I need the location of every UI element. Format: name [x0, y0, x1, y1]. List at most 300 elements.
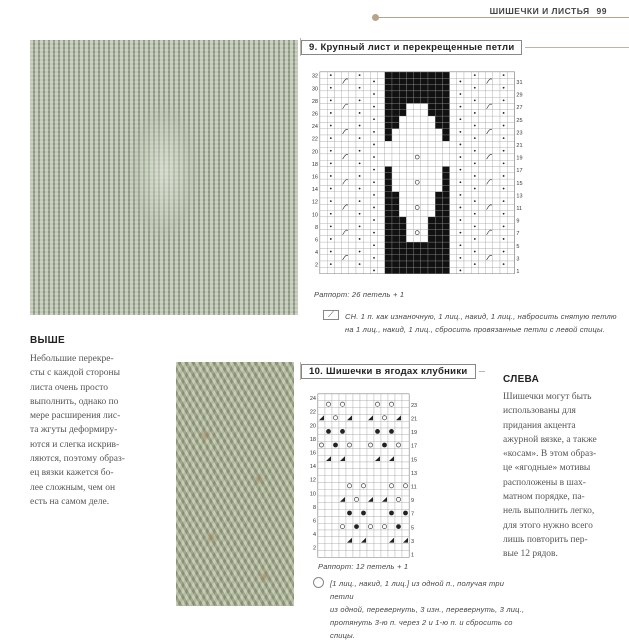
chart-10-cell [325, 442, 332, 449]
chart-9-cell [428, 135, 435, 141]
chart-9-cell [507, 261, 514, 267]
chart-9-cell [406, 167, 413, 173]
chart-9-cell [342, 192, 349, 198]
chart-9-cell [435, 97, 442, 103]
chart-9-cell [421, 116, 428, 122]
chart-10-cell [402, 462, 409, 469]
chart-9-purl-mark [373, 257, 375, 259]
chart-9-cell [428, 267, 435, 273]
chart-9-cell [349, 261, 356, 267]
chart-9-cell [500, 154, 507, 160]
knit-sample-photo-bobbles [176, 362, 294, 606]
knit-sample-photo-leaf [30, 40, 298, 315]
chart-9-cell [421, 167, 428, 173]
chart-9-cell [363, 141, 370, 147]
chart-9-cell [349, 154, 356, 160]
chart-10-cell [353, 394, 360, 401]
chart-9-cell [327, 154, 334, 160]
chart-9-cell [327, 242, 334, 248]
chart-10-cell [318, 489, 325, 496]
chart-10-cell [374, 476, 381, 483]
chart-9-cell [493, 160, 500, 166]
chart-9-cell [392, 248, 399, 254]
chart-9-cell [334, 242, 341, 248]
chart-9-cell [435, 78, 442, 84]
chart-9-cell [385, 248, 392, 254]
chart-9-cell [435, 110, 442, 116]
chart-9-cell [464, 204, 471, 210]
chart-10-row-label: 8 [312, 504, 316, 511]
chart-9-cell [421, 204, 428, 210]
chart-9-row-label: 1 [516, 268, 520, 275]
chart-10-cell [339, 414, 346, 421]
chart-9-cell [457, 261, 464, 267]
chart-9-cell [450, 267, 457, 273]
chart-9-cell [486, 242, 493, 248]
chart-9-cell [385, 135, 392, 141]
chart-9-cell [363, 179, 370, 185]
chart-9-cell [399, 217, 406, 223]
chart-9-cell [349, 110, 356, 116]
chart-9-row-label: 6 [314, 237, 318, 244]
chart-10-cell [318, 401, 325, 408]
chart-9-purl-mark [503, 175, 505, 177]
chart-9-cell [342, 116, 349, 122]
chart-9-purl-mark [503, 238, 505, 240]
chart-9-cell [471, 192, 478, 198]
chart-9-cell [406, 129, 413, 135]
chart-9-cell [320, 154, 327, 160]
chart-9-cell [478, 154, 485, 160]
chart-10-row-label: 24 [309, 396, 316, 403]
chart-9-cell [349, 255, 356, 261]
chart-10-cell [388, 469, 395, 476]
chart-9-cell [399, 72, 406, 78]
chart-9-cell [493, 167, 500, 173]
chart-9-cell [493, 223, 500, 229]
chart-10-row-label: 9 [411, 498, 415, 505]
chart-9-cell [450, 173, 457, 179]
chart-9-cell [334, 236, 341, 242]
chart-9-cell [378, 148, 385, 154]
chart-9-cell [378, 173, 385, 179]
chart-9-cell [493, 267, 500, 273]
chart-9-cell [385, 230, 392, 236]
chart-10-cell [332, 448, 339, 455]
chart-9-cell [507, 148, 514, 154]
chart-10-cell [332, 455, 339, 462]
chart-9-cell [406, 135, 413, 141]
chart-9-cell [507, 230, 514, 236]
chart-9-purl-mark [330, 74, 332, 76]
chart-9-cell [478, 204, 485, 210]
chart-9-cell [478, 160, 485, 166]
chart-9-cell [334, 141, 341, 147]
chart-9-row-label: 29 [516, 92, 523, 99]
section-10-rapport: Раппорт: 12 петель + 1 [318, 562, 409, 571]
chart-9-purl-mark [330, 87, 332, 89]
chart-9-cell [428, 167, 435, 173]
chart-9-row-label: 31 [516, 79, 523, 86]
chart-9-cell [399, 185, 406, 191]
chart-9-cell [342, 248, 349, 254]
chart-10-bobble-mark [389, 429, 394, 434]
chart-10-cell [402, 435, 409, 442]
chart-9-cell [464, 192, 471, 198]
chart-9-cell [478, 255, 485, 261]
chart-9-cell [500, 179, 507, 185]
chart-10-cell [381, 421, 388, 428]
chart-9-cell [414, 97, 421, 103]
chart-9-cell [428, 179, 435, 185]
chart-9-cell [435, 167, 442, 173]
chart-9-cell [370, 198, 377, 204]
chart-9-cell [486, 160, 493, 166]
chart-10-cell [325, 394, 332, 401]
chart-9-cell [342, 135, 349, 141]
chart-9-cell [478, 173, 485, 179]
running-head-title: ШИШЕЧКИ И ЛИСТЬЯ [489, 6, 590, 16]
chart-9-cell [442, 85, 449, 91]
chart-9-cell [414, 255, 421, 261]
chart-9-cell [385, 154, 392, 160]
chart-9-cell [334, 122, 341, 128]
chart-9-purl-mark [330, 188, 332, 190]
chart-9-purl-mark [330, 238, 332, 240]
chart-9-cell [356, 129, 363, 135]
chart-9-cell [507, 204, 514, 210]
chart-9-cell [457, 110, 464, 116]
chart-9-cell [464, 179, 471, 185]
chart-10-cell [332, 523, 339, 530]
chart-9-cell [327, 230, 334, 236]
cross-cable-symbol-icon: ⟋ [323, 310, 339, 320]
chart-9-cell [450, 129, 457, 135]
chart-9-cell [507, 97, 514, 103]
chart-9-cell [435, 185, 442, 191]
chart-9-cell [493, 255, 500, 261]
chart-9-cell [442, 135, 449, 141]
chart-9-cell [406, 217, 413, 223]
chart-9-cell [356, 104, 363, 110]
chart-9-cell [428, 104, 435, 110]
chart-9-purl-mark [474, 225, 476, 227]
chart-9-cell [435, 85, 442, 91]
chart-9-row-label: 8 [314, 224, 318, 231]
chart-9-cell [450, 154, 457, 160]
chart-9-purl-mark [503, 87, 505, 89]
chart-9-cell [493, 110, 500, 116]
chart-10-row-label: 14 [309, 464, 316, 471]
chart-10-cell [353, 469, 360, 476]
chart-10-cell [360, 435, 367, 442]
chart-9-cell [334, 85, 341, 91]
chart-9-cell [414, 135, 421, 141]
chart-9-cell [320, 192, 327, 198]
chart-10-cell [353, 428, 360, 435]
chart-9-cell [500, 141, 507, 147]
chart-9-cell [414, 211, 421, 217]
chart-9-cell [478, 78, 485, 84]
chart-9-purl-mark [474, 175, 476, 177]
running-head [490, 6, 607, 16]
chart-9-purl-mark [503, 225, 505, 227]
chart-9-cell [349, 85, 356, 91]
chart-9-cell [478, 217, 485, 223]
chart-9-cell [464, 122, 471, 128]
chart-9-cell [406, 192, 413, 198]
chart-9-cell [478, 129, 485, 135]
chart-9-cell [507, 173, 514, 179]
chart-9-cell [507, 255, 514, 261]
chart-9-cell [464, 242, 471, 248]
header-rule [372, 17, 629, 18]
chart-9-cell [471, 91, 478, 97]
chart-9-cell [435, 122, 442, 128]
chart-9-cell [493, 173, 500, 179]
chart-10-cell [346, 462, 353, 469]
chart-9-cell [342, 267, 349, 273]
chart-10-cell [339, 482, 346, 489]
chart-9-cell [320, 230, 327, 236]
chart-9-cell [406, 78, 413, 84]
chart-9-cell [435, 141, 442, 147]
chart-9-row-label: 24 [311, 124, 318, 131]
chart-10-cell [395, 469, 402, 476]
chart-10-cell [388, 421, 395, 428]
chart-9-cell [392, 192, 399, 198]
chart-9-cell [349, 230, 356, 236]
chart-9-cell [378, 160, 385, 166]
chart-9-cell [435, 129, 442, 135]
chart-9-cell [363, 122, 370, 128]
chart-10-bobble-mark [375, 429, 380, 434]
chart-9-cell [378, 154, 385, 160]
chart-9-cell [342, 223, 349, 229]
chart-9-cell [320, 122, 327, 128]
chart-9-cell [486, 236, 493, 242]
chart-9-cell [500, 104, 507, 110]
chart-9-row-label: 5 [516, 243, 520, 250]
chart-9-cell [342, 97, 349, 103]
chart-9-row-label: 18 [311, 161, 318, 168]
chart-9-cell [378, 122, 385, 128]
chart-9-cell [349, 141, 356, 147]
chart-9-purl-mark [460, 207, 462, 209]
note-left-line: вые 12 рядов. [503, 549, 558, 560]
chart-9-purl-mark [474, 238, 476, 240]
chart-9-cell [320, 173, 327, 179]
chart-9-purl-mark [460, 181, 462, 183]
chart-10-cell [360, 408, 367, 415]
chart-9-cell [385, 97, 392, 103]
chart-9-cell [334, 91, 341, 97]
chart-10-cell [374, 462, 381, 469]
chart-9-cell [435, 173, 442, 179]
chart-9-cell [349, 211, 356, 217]
chart-9-purl-mark [503, 188, 505, 190]
chart-9-cell [507, 167, 514, 173]
chart-9-row-label: 7 [516, 231, 520, 238]
chart-9-cell [334, 192, 341, 198]
chart-9-cell [478, 242, 485, 248]
chart-10-cell [367, 489, 374, 496]
chart-10-cell [360, 448, 367, 455]
chart-10-cell [318, 550, 325, 557]
chart-9-cell [450, 116, 457, 122]
chart-9-cell [493, 185, 500, 191]
chart-9-cell [507, 179, 514, 185]
chart-9-cell [457, 236, 464, 242]
chart-9-cell [450, 217, 457, 223]
chart-9-cell [493, 242, 500, 248]
chart-10-cell [353, 462, 360, 469]
chart-9-cell [450, 97, 457, 103]
chart-9-cell [392, 204, 399, 210]
chart-9-cell [392, 91, 399, 97]
chart-9-cell [414, 242, 421, 248]
chart-10-cell [339, 510, 346, 517]
chart-10-row-label: 18 [309, 436, 316, 443]
chart-9-cell [378, 223, 385, 229]
chart-9-cell [392, 160, 399, 166]
chart-9-cell [320, 242, 327, 248]
chart-9-cell [428, 185, 435, 191]
chart-9-row-label: 28 [311, 98, 318, 105]
chart-9-cell [464, 173, 471, 179]
chart-9-row-label: 13 [516, 193, 523, 200]
chart-10-cell [395, 428, 402, 435]
chart-9-cell [478, 110, 485, 116]
chart-9-cell [442, 198, 449, 204]
chart-9-cell [471, 104, 478, 110]
chart-10-cell [346, 489, 353, 496]
chart-9-purl-mark [330, 99, 332, 101]
chart-9-cell [399, 110, 406, 116]
chart-9-cell [442, 236, 449, 242]
chart-9-cell [320, 223, 327, 229]
chart-9-cell [486, 198, 493, 204]
chart-9-cell [392, 223, 399, 229]
chart-9-cell [457, 135, 464, 141]
chart-9-cell [378, 204, 385, 210]
chart-10-cell [388, 448, 395, 455]
chart-9-cell [399, 211, 406, 217]
chart-10-cell [332, 401, 339, 408]
chart-9-cell [320, 167, 327, 173]
chart-9-cell [406, 261, 413, 267]
chart-9-cell [486, 97, 493, 103]
chart-9-purl-mark [503, 99, 505, 101]
chart-9-cell [486, 141, 493, 147]
chart-10-cell [332, 537, 339, 544]
chart-10-cell [374, 510, 381, 517]
chart-9-cell [378, 141, 385, 147]
chart-10-cell [395, 394, 402, 401]
chart-10-cell [367, 503, 374, 510]
chart-10-cell [367, 462, 374, 469]
chart-9-purl-mark [373, 131, 375, 133]
chart-9-cell [450, 167, 457, 173]
chart-10-row-label: 1 [411, 552, 415, 559]
chart-9-cell [370, 261, 377, 267]
chart-10-cell [339, 530, 346, 537]
chart-10-cell [374, 503, 381, 510]
chart-9-cell [450, 248, 457, 254]
chart-9-cell [464, 129, 471, 135]
chart-9-cell [356, 141, 363, 147]
chart-9-cell [363, 217, 370, 223]
chart-9-cell [414, 198, 421, 204]
chart-9-cell [327, 255, 334, 261]
chart-10-cell [381, 503, 388, 510]
chart-9-grid [306, 70, 596, 282]
chart-9-purl-mark [460, 270, 462, 272]
chart-9-cell [320, 179, 327, 185]
chart-10-row-label: 21 [411, 416, 418, 423]
chart-10-cell [346, 394, 353, 401]
chart-9-cell [356, 116, 363, 122]
chart-10-cell [374, 496, 381, 503]
chart-10-cell [374, 408, 381, 415]
chart-9-cell [435, 160, 442, 166]
chart-9-cell [334, 160, 341, 166]
chart-9-purl-mark [373, 207, 375, 209]
chart-9-purl-mark [330, 175, 332, 177]
chart-9-cell [478, 185, 485, 191]
chart-9-cell [385, 129, 392, 135]
chart-10-cell [388, 523, 395, 530]
chart-9-cell [414, 78, 421, 84]
chart-9-cell [450, 192, 457, 198]
chart-9-cell [327, 179, 334, 185]
chart-9-cell [327, 192, 334, 198]
chart-10-cell [381, 394, 388, 401]
chart-9-cell [486, 223, 493, 229]
chart-9-cell [406, 154, 413, 160]
chart-9-purl-mark [330, 213, 332, 215]
chart-9-cell [320, 160, 327, 166]
chart-9-cell [385, 141, 392, 147]
chart-10-cell [395, 503, 402, 510]
chart-9-cell [378, 192, 385, 198]
chart-9-purl-mark [359, 150, 361, 152]
chart-9-cell [500, 91, 507, 97]
chart-9-row-label: 30 [311, 86, 318, 93]
chart-9-cell [378, 217, 385, 223]
chart-9-cell [478, 198, 485, 204]
chart-9-cell [478, 122, 485, 128]
chart-10-cell [374, 550, 381, 557]
chart-9-cell [342, 173, 349, 179]
chart-10-cell [381, 530, 388, 537]
note-above-body [30, 352, 170, 509]
chart-9-cell [406, 198, 413, 204]
chart-10-cell [395, 489, 402, 496]
chart-9-purl-mark [460, 244, 462, 246]
chart-9-cell [421, 185, 428, 191]
chart-9-cell [478, 248, 485, 254]
chart-9-cell [442, 129, 449, 135]
chart-9-cell [507, 267, 514, 273]
chart-9-purl-mark [373, 194, 375, 196]
chart-10-cell [388, 435, 395, 442]
chart-10-row-label: 7 [411, 511, 415, 518]
chart-9-cell [327, 129, 334, 135]
chart-9-cell [493, 179, 500, 185]
chart-9-row-label: 26 [311, 111, 318, 118]
note-left-line: нель выполнить легко, [503, 506, 595, 517]
